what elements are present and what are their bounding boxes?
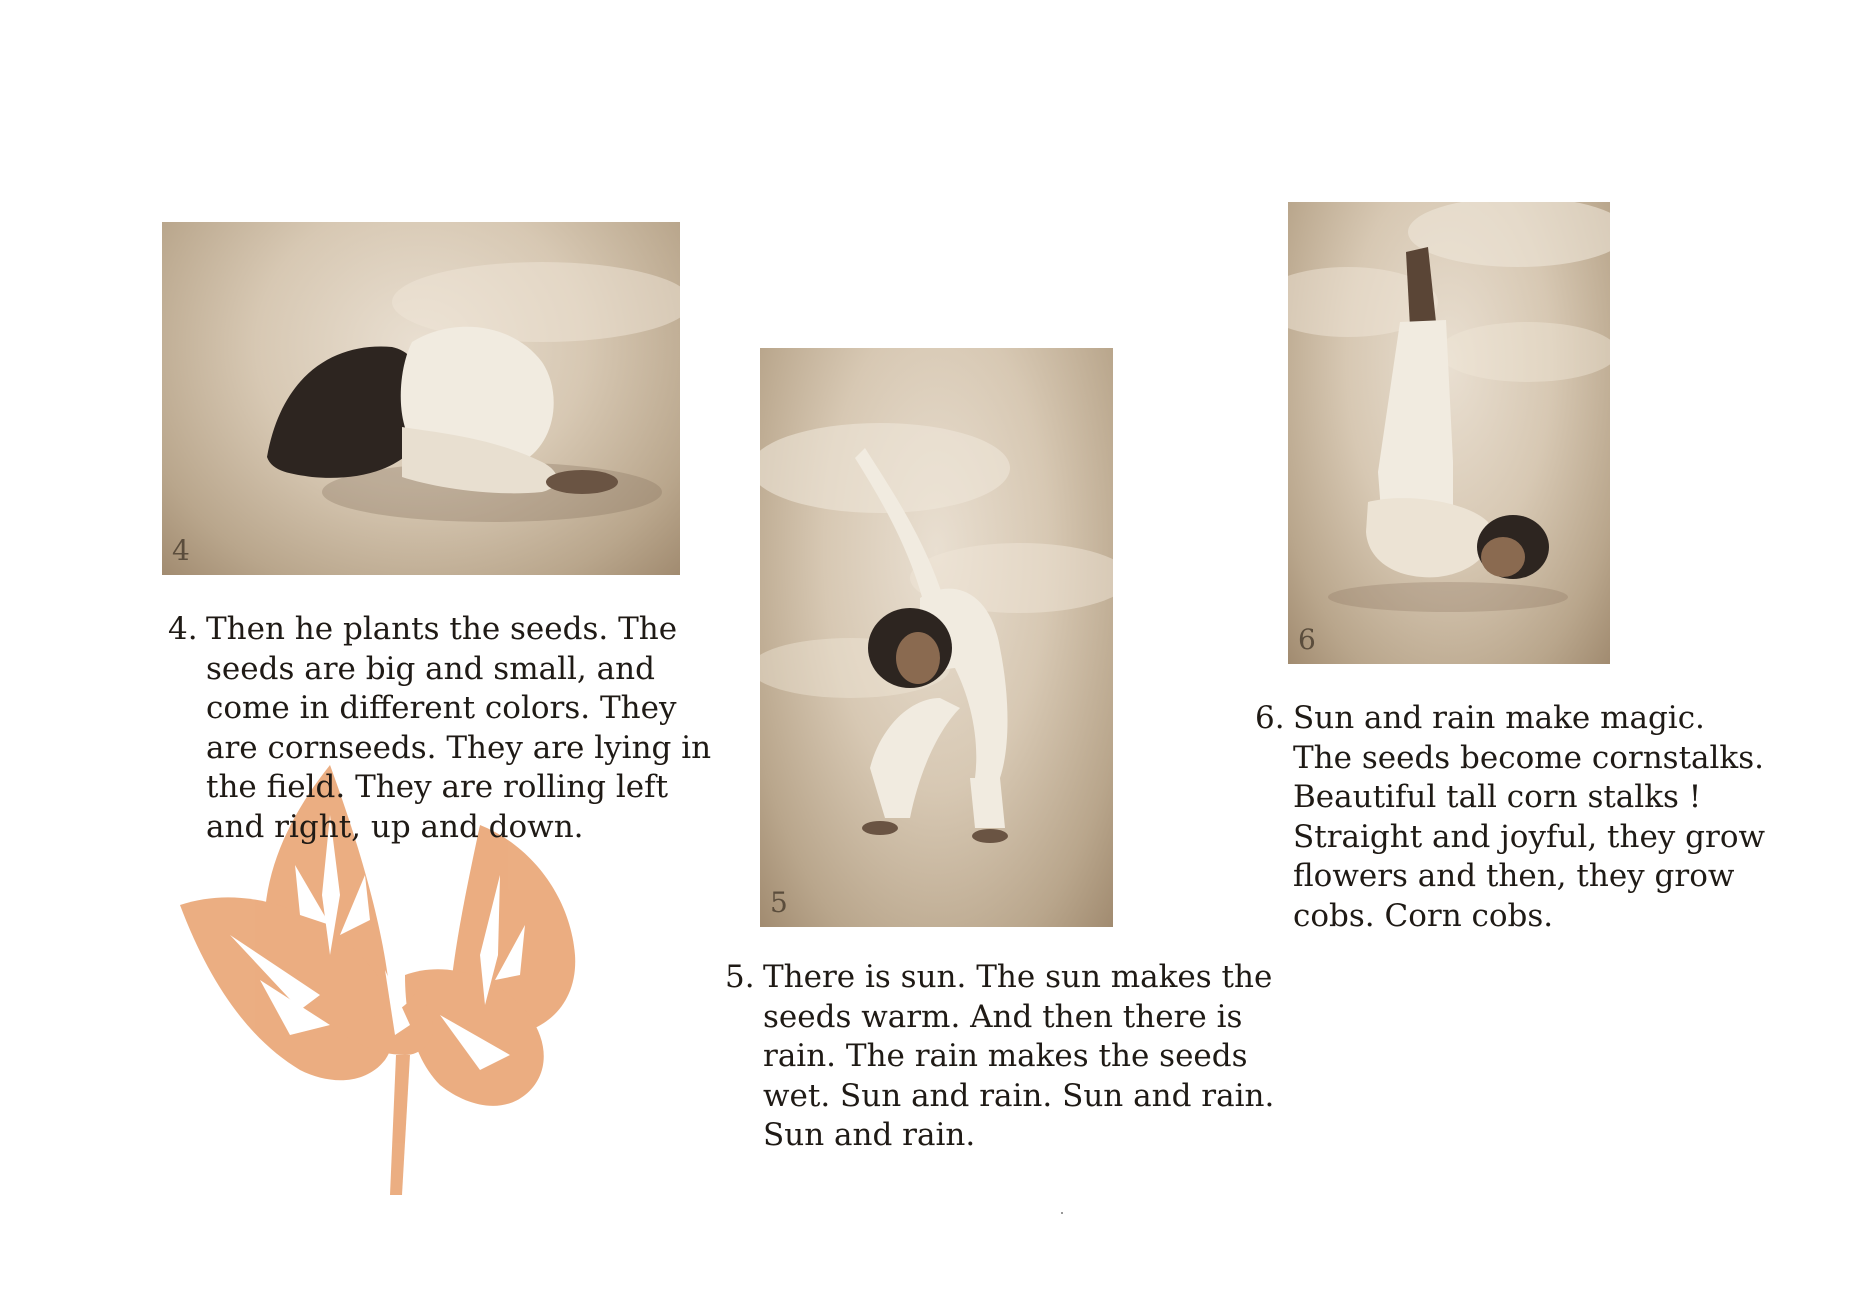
photo-4-child-pose <box>162 222 680 575</box>
caption-line: Sun and rain make magic. <box>1293 700 1705 736</box>
caption-line: cobs. Corn cobs. <box>1293 897 1554 934</box>
caption-line: Beautiful tall corn stalks ! <box>1293 779 1702 815</box>
caption-line: There is sun. The sun makes the <box>763 959 1273 995</box>
caption-line: come in different colors. They <box>206 690 677 726</box>
photo-5 <box>760 348 1113 927</box>
caption-number: 4. <box>168 611 198 647</box>
caption-line: The seeds become cornstalks. <box>1293 739 1764 776</box>
caption-6 <box>1255 699 1766 936</box>
photo-5-triangle-pose <box>760 348 1113 927</box>
caption-number: 6. <box>1255 700 1285 736</box>
photo-number: 6 <box>1298 623 1316 656</box>
caption-line: Then he plants the seeds. The <box>206 611 678 647</box>
caption-line: Sun and rain. <box>763 1117 976 1153</box>
photo-4 <box>162 222 680 575</box>
caption-line: flowers and then, they grow <box>1293 858 1735 894</box>
caption-line: wet. Sun and rain. Sun and rain. <box>763 1077 1275 1114</box>
photo-number: 5 <box>770 886 788 919</box>
caption-line: the field. They are rolling left <box>206 769 669 805</box>
photo-6 <box>1288 202 1610 664</box>
photo-number: 4 <box>172 534 190 567</box>
caption-4 <box>168 610 712 847</box>
caption-line: rain. The rain makes the seeds <box>763 1038 1248 1074</box>
page-speck <box>1061 1212 1063 1214</box>
caption-number: 5. <box>725 959 755 995</box>
caption-line: are cornseeds. They are lying in <box>206 729 712 766</box>
caption-5 <box>725 958 1275 1156</box>
caption-line: seeds warm. And then there is <box>763 998 1243 1035</box>
photo-6-shoulder-stand <box>1288 202 1610 664</box>
caption-line: seeds are big and small, and <box>206 650 655 687</box>
caption-line: and right, up and down. <box>206 808 584 845</box>
caption-line: Straight and joyful, they grow <box>1293 818 1766 855</box>
